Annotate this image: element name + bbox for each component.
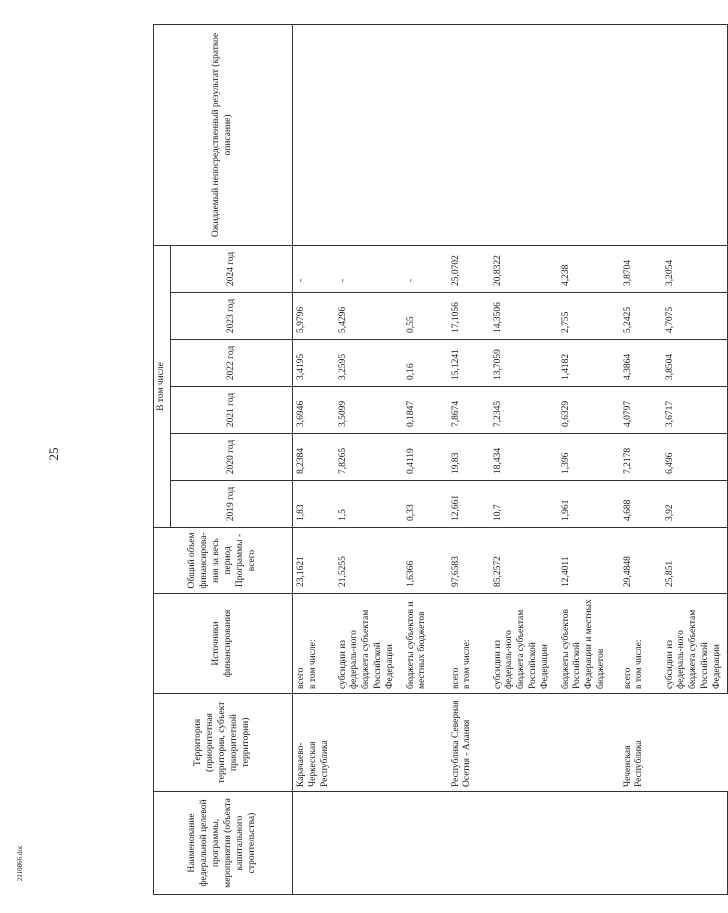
value-cell: 15,1241 bbox=[448, 340, 490, 387]
total-cell: 97,6583 bbox=[448, 528, 490, 594]
value-cell: - bbox=[335, 245, 403, 292]
value-cell: 0,16 bbox=[403, 340, 448, 387]
page-number: 25 bbox=[46, 447, 61, 461]
territory-cell: Карачаево-Черкесская Республика bbox=[293, 694, 448, 792]
header-territory: Территория (приоритетная территория, субъект приоритетной территории) bbox=[154, 694, 293, 792]
total-cell: 85,2572 bbox=[490, 528, 558, 594]
value-cell: 0,6329 bbox=[558, 387, 620, 434]
program-cell bbox=[490, 792, 558, 895]
result-cell bbox=[335, 24, 403, 245]
value-cell: 3,92 bbox=[662, 481, 728, 528]
program-cell bbox=[558, 792, 620, 895]
value-cell: 1,5 bbox=[335, 481, 403, 528]
result-cell bbox=[558, 24, 620, 245]
value-cell: 4,238 bbox=[558, 245, 620, 292]
table-row bbox=[293, 24, 335, 894]
value-cell: 3,4195 bbox=[293, 340, 335, 387]
total-cell: 25,851 bbox=[662, 528, 728, 594]
header-year: 2019 год bbox=[171, 481, 293, 528]
program-cell bbox=[403, 792, 448, 895]
result-cell bbox=[620, 24, 662, 245]
value-cell: 17,1056 bbox=[448, 293, 490, 340]
source-cell: субсидии из федераль-ного бюджета субъектам Российской Федерации bbox=[490, 594, 558, 694]
program-cell bbox=[335, 792, 403, 895]
header-year: 2023 год bbox=[171, 293, 293, 340]
value-cell: 4,0797 bbox=[620, 387, 662, 434]
value-cell: 20,8322 bbox=[490, 245, 558, 292]
header-total: Общий объем финансирова-ния за весь период Программы - всего bbox=[154, 528, 293, 594]
source-cell: всего в том числе: bbox=[620, 594, 662, 694]
value-cell: 1,4182 bbox=[558, 340, 620, 387]
value-cell: 1,83 bbox=[293, 481, 335, 528]
program-cell bbox=[293, 792, 335, 895]
value-cell: 0,4119 bbox=[403, 434, 448, 481]
value-cell: 1,396 bbox=[558, 434, 620, 481]
value-cell: 18,434 bbox=[490, 434, 558, 481]
program-cell bbox=[448, 792, 490, 895]
value-cell: 12,661 bbox=[448, 481, 490, 528]
value-cell: 4,3864 bbox=[620, 340, 662, 387]
header-expected-result: Ожидаемый непосредственный результат (краткое описание) bbox=[154, 24, 293, 245]
value-cell: 3,6946 bbox=[293, 387, 335, 434]
header-in-that-number: В том числе bbox=[154, 245, 171, 527]
total-cell: 23,1621 bbox=[293, 528, 335, 594]
value-cell: 3,6717 bbox=[662, 387, 728, 434]
value-cell: 2,755 bbox=[558, 293, 620, 340]
value-cell: 6,496 bbox=[662, 434, 728, 481]
value-cell: 7,8674 bbox=[448, 387, 490, 434]
value-cell: 13,7059 bbox=[490, 340, 558, 387]
value-cell: 1,961 bbox=[558, 481, 620, 528]
header-year: 2024 год bbox=[171, 245, 293, 292]
value-cell: 5,9796 bbox=[293, 293, 335, 340]
source-cell: субсидии из федераль-ного бюджета субъектам Российской Федерации bbox=[335, 594, 403, 694]
program-cell bbox=[662, 792, 728, 895]
result-cell bbox=[293, 24, 335, 245]
value-cell: 4,7075 bbox=[662, 293, 728, 340]
value-cell: - bbox=[403, 245, 448, 292]
value-cell: 8,2384 bbox=[293, 434, 335, 481]
total-cell: 12,4011 bbox=[558, 528, 620, 594]
source-cell: бюджеты субъектов Российской Федерации и местных бюджетов bbox=[558, 594, 620, 694]
header-sources: Источники финансирования bbox=[154, 594, 293, 694]
territory-cell: Чеченская Республика bbox=[620, 694, 728, 792]
value-cell: 3,8504 bbox=[662, 340, 728, 387]
value-cell: 3,2595 bbox=[335, 340, 403, 387]
header-year: 2020 год bbox=[171, 434, 293, 481]
value-cell: 7,8265 bbox=[335, 434, 403, 481]
value-cell: 3,8704 bbox=[620, 245, 662, 292]
program-cell bbox=[620, 792, 662, 895]
table-row bbox=[620, 24, 662, 894]
value-cell: 4,688 bbox=[620, 481, 662, 528]
rotated-table-container bbox=[153, 25, 722, 895]
footer-filename: 2110866.doc bbox=[16, 844, 24, 882]
source-cell: всего в том числе: bbox=[448, 594, 490, 694]
value-cell: 3,5099 bbox=[335, 387, 403, 434]
value-cell: 10,7 bbox=[490, 481, 558, 528]
value-cell: 5,4296 bbox=[335, 293, 403, 340]
source-cell: всего в том числе: bbox=[293, 594, 335, 694]
header-program: Наименование федеральной целевой программы, мероприятия (объекта капитального строительства) bbox=[154, 792, 293, 895]
value-cell: 3,2054 bbox=[662, 245, 728, 292]
value-cell: 0,1847 bbox=[403, 387, 448, 434]
result-cell bbox=[403, 24, 448, 245]
value-cell: 0,33 bbox=[403, 481, 448, 528]
financing-table bbox=[153, 24, 728, 895]
value-cell: - bbox=[293, 245, 335, 292]
source-cell: бюджеты субъектов и местных бюджетов bbox=[403, 594, 448, 694]
value-cell: 7,2178 bbox=[620, 434, 662, 481]
total-cell: 29,4848 bbox=[620, 528, 662, 594]
source-cell: субсидии из федераль-ного бюджета субъектам Российской Федерации bbox=[662, 594, 728, 694]
result-cell bbox=[662, 24, 728, 245]
header-year: 2022 год bbox=[171, 340, 293, 387]
value-cell: 7,2345 bbox=[490, 387, 558, 434]
value-cell: 19,83 bbox=[448, 434, 490, 481]
result-cell bbox=[448, 24, 490, 245]
value-cell: 0,55 bbox=[403, 293, 448, 340]
total-cell: 21,5255 bbox=[335, 528, 403, 594]
table-row bbox=[448, 24, 490, 894]
header-year: 2021 год bbox=[171, 387, 293, 434]
value-cell: 14,3506 bbox=[490, 293, 558, 340]
value-cell: 25,0702 bbox=[448, 245, 490, 292]
value-cell: 5,2425 bbox=[620, 293, 662, 340]
territory-cell: Республика Северная Осетия - Алания bbox=[448, 694, 620, 792]
total-cell: 1,6366 bbox=[403, 528, 448, 594]
result-cell bbox=[490, 24, 558, 245]
